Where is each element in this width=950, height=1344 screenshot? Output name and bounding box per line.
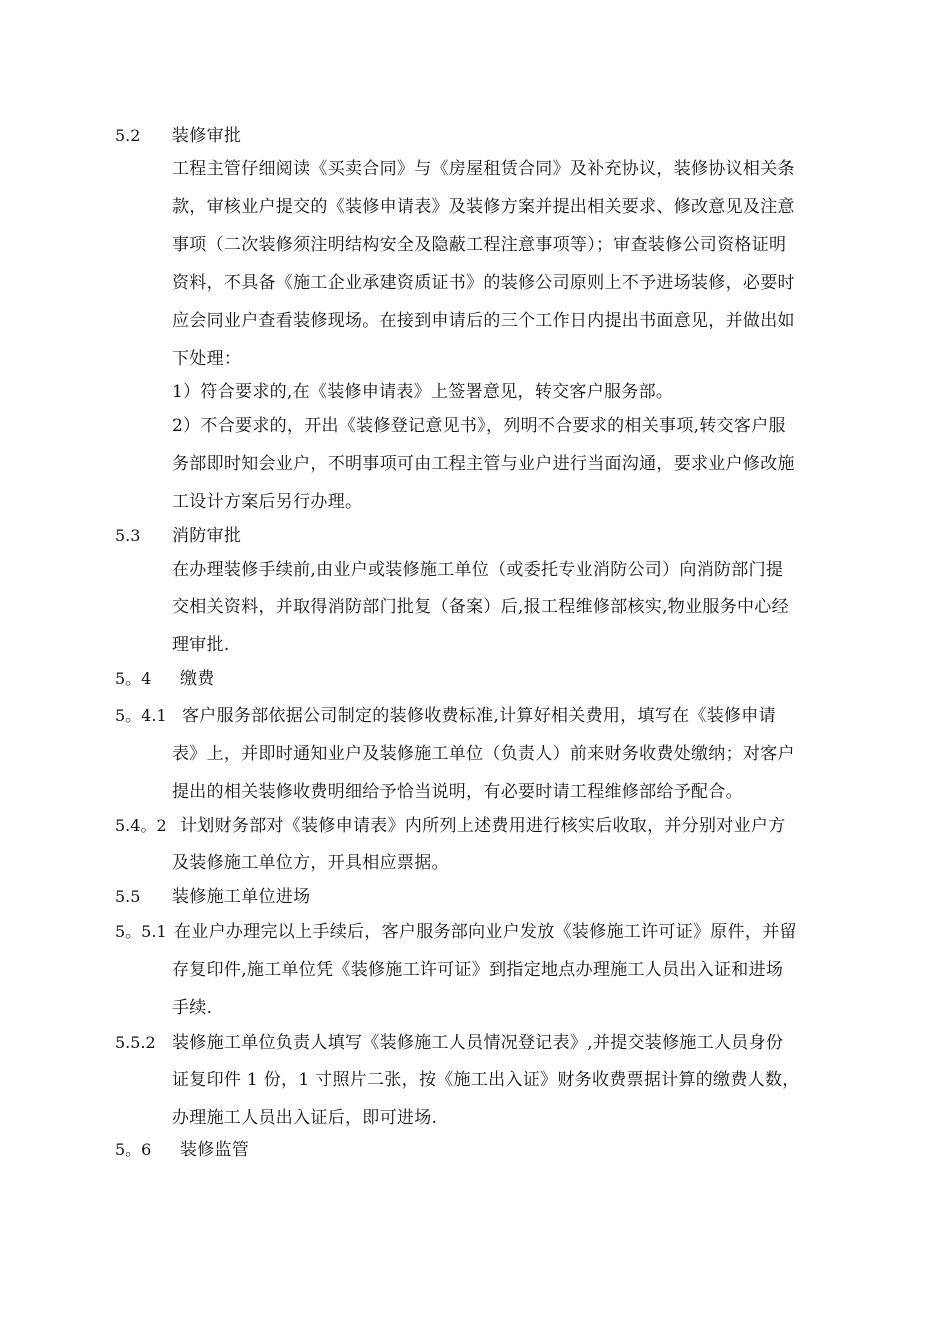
subsection-number: 5。5.1	[115, 922, 167, 941]
section-title: 消防审批	[172, 526, 242, 546]
paragraph-line: 表》上，并即时通知业户及装修施工单位（负责人）前来财务收费处缴纳；对客户	[172, 744, 795, 764]
paragraph-line: 资料，不具备《施工企业承建资质证书》的装修公司原则上不予进场装修，必要时	[172, 273, 795, 293]
subsection-number: 5.5.2	[115, 1033, 156, 1052]
paragraph-line: 事项（二次装修须注明结构安全及隐蔽工程注意事项等）；审查装修公司资格证明	[172, 235, 787, 255]
section-title: 装修施工单位进场	[172, 887, 311, 907]
subsection-number: 5。4.1	[115, 706, 167, 725]
section-number: 5.3	[115, 526, 141, 545]
paragraph-line: 交相关资料，并取得消防部门批复（备案）后,报工程维修部核实,物业服务中心经	[172, 597, 789, 617]
paragraph-line: 提出的相关装修收费明细给予恰当说明，有必要时请工程维修部给予配合。	[172, 782, 743, 802]
section-title: 缴费	[180, 669, 215, 689]
section-title: 装修审批	[172, 126, 242, 146]
paragraph-line: 下处理：	[172, 349, 242, 369]
section-number: 5.5	[115, 887, 141, 906]
paragraph-line: 在办理装修手续前,由业户或装修施工单位（或委托专业消防公司）向消防部门提	[172, 560, 784, 580]
section-title: 装修监管	[180, 1140, 250, 1160]
paragraph-line: 在业户办理完以上手续后，客户服务部向业户发放《装修施工许可证》原件，并留	[174, 922, 797, 942]
paragraph-line: 计划财务部对《装修申请表》内所列上述费用进行核实后收取，并分别对业户方	[180, 816, 786, 836]
paragraph-line: 客户服务部依据公司制定的装修收费标准,计算好相关费用，填写在《装修申请	[182, 706, 776, 726]
paragraph-line: 款，审核业户提交的《装修申请表》及装修方案并提出相关要求、修改意见及注意	[172, 197, 795, 217]
list-item: 工设计方案后另行办理。	[172, 492, 363, 512]
paragraph-line: 证复印件 1 份，1 寸照片二张，按《施工出入证》财务收费票据计算的缴费人数，	[172, 1070, 800, 1090]
section-number: 5.2	[115, 126, 141, 145]
list-item: 2）不合要求的，开出《装修登记意见书》，列明不合要求的相关事项,转交客户服	[172, 416, 786, 436]
paragraph-line: 工程主管仔细阅读《买卖合同》与《房屋租赁合同》及补充协议，装修协议相关条	[172, 159, 795, 179]
list-item: 1）符合要求的,在《装修申请表》上签署意见，转交客户服务部。	[172, 382, 674, 402]
paragraph-line: 存复印件,施工单位凭《装修施工许可证》到指定地点办理施工人员出入证和进场	[172, 960, 784, 980]
list-item: 务部即时知会业户，不明事项可由工程主管与业户进行当面沟通，要求业户修改施	[172, 454, 795, 474]
paragraph-line: 办理施工人员出入证后，即可进场.	[172, 1108, 438, 1128]
paragraph-line: 装修施工单位负责人填写《装修施工人员情况登记表》,并提交装修施工人员身份	[172, 1033, 784, 1053]
subsection-number: 5.4。2	[115, 816, 167, 835]
paragraph-line: 及装修施工单位方，开具相应票据。	[172, 853, 449, 873]
paragraph-line: 应会同业户查看装修现场。在接到申请后的三个工作日内提出书面意见，并做出如	[172, 311, 795, 331]
section-number: 5。6	[115, 1140, 152, 1159]
section-number: 5。4	[115, 669, 152, 688]
paragraph-line: 理审批.	[172, 635, 230, 655]
paragraph-line: 手续.	[172, 998, 213, 1018]
